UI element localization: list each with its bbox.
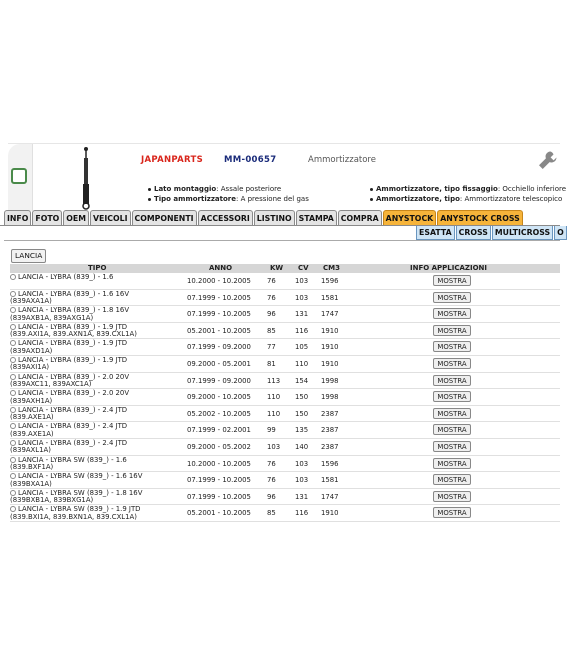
cell-cm3: 1747 xyxy=(321,310,339,319)
mostra-button[interactable]: MOSTRA xyxy=(433,491,471,502)
cell-kw: 85 xyxy=(267,509,276,518)
cell-cv: 140 xyxy=(295,442,309,451)
cell-tipo xyxy=(10,274,188,281)
magnifier-icon[interactable] xyxy=(10,374,16,380)
attributes-left xyxy=(148,184,309,204)
cell-anno: 07.1999 - 10.2005 xyxy=(187,492,251,501)
cell-tipo xyxy=(10,440,188,455)
cell-tipo xyxy=(10,291,188,306)
tab-accessori[interactable]: ACCESSORI xyxy=(198,210,253,226)
cell-cv: 103 xyxy=(295,293,309,302)
engine-codes: (839AXC11, 839AXC1A) xyxy=(10,379,92,388)
mostra-button[interactable]: MOSTRA xyxy=(433,408,471,419)
engine-codes: (839AXI1A) xyxy=(10,363,50,372)
cell-kw: 76 xyxy=(267,277,276,285)
vehicle-name: LANCIA - LYBRA SW (839_) - 1.8 16V xyxy=(18,488,143,497)
mostra-button[interactable]: MOSTRA xyxy=(433,474,471,485)
wrench-icon[interactable] xyxy=(536,148,560,172)
cell-cv: 116 xyxy=(295,509,309,518)
mostra-button[interactable]: MOSTRA xyxy=(433,441,471,452)
cell-kw: 85 xyxy=(267,326,276,335)
main-tabs xyxy=(4,210,524,226)
table-row xyxy=(10,422,560,439)
engine-codes: (839.AXI1A, 839.AXN1A, 839.CXL1A) xyxy=(10,330,137,339)
mostra-button[interactable]: MOSTRA xyxy=(433,391,471,402)
mostra-button[interactable]: MOSTRA xyxy=(433,424,471,435)
mostra-button[interactable]: MOSTRA xyxy=(433,507,471,518)
cell-kw: 76 xyxy=(267,293,276,302)
mostra-button[interactable]: MOSTRA xyxy=(433,308,471,319)
cell-kw: 96 xyxy=(267,310,276,319)
magnifier-icon[interactable] xyxy=(10,307,16,313)
mostra-button[interactable]: MOSTRA xyxy=(433,341,471,352)
magnifier-icon[interactable] xyxy=(10,407,16,413)
cell-cv: 135 xyxy=(295,426,309,435)
engine-codes: (839BXA1A) xyxy=(10,479,52,488)
magnifier-icon[interactable] xyxy=(10,390,16,396)
magnifier-icon[interactable] xyxy=(10,274,16,280)
tab-compra[interactable]: COMPRA xyxy=(338,210,382,226)
magnifier-icon[interactable] xyxy=(10,357,16,363)
table-row xyxy=(10,505,560,522)
vehicle-name: LANCIA - LYBRA (839_) - 2.0 20V xyxy=(18,372,130,381)
select-checkbox[interactable] xyxy=(11,168,27,184)
cell-cv: 110 xyxy=(295,359,309,368)
cell-tipo xyxy=(10,390,188,405)
engine-codes: (839AXB1A, 839AXG1A) xyxy=(10,313,94,322)
vehicle-name: LANCIA - LYBRA (839_) - 1.6 xyxy=(18,273,114,281)
cell-cm3: 1910 xyxy=(321,343,339,352)
vehicle-name: LANCIA - LYBRA (839_) - 2.4 JTD xyxy=(18,422,128,431)
product-header xyxy=(8,143,567,211)
magnifier-icon[interactable] xyxy=(10,457,16,463)
col-anno: ANNO xyxy=(209,264,233,272)
cell-cm3: 1596 xyxy=(321,459,339,468)
vehicle-name: LANCIA - LYBRA (839_) - 2.4 JTD xyxy=(18,438,128,447)
engine-codes: (839AXH1A) xyxy=(10,396,53,405)
cell-cv: 103 xyxy=(295,277,309,285)
engine-codes: (839BXB1A, 839BXG1A) xyxy=(10,496,94,505)
tab-componenti[interactable]: COMPONENTI xyxy=(132,210,197,226)
table-row xyxy=(10,356,560,373)
vehicle-name: LANCIA - LYBRA SW (839_) - 1.9 JTD xyxy=(18,505,141,514)
attributes-right xyxy=(370,184,566,204)
cell-cm3: 1910 xyxy=(321,509,339,518)
cell-tipo xyxy=(10,324,188,339)
mostra-button[interactable]: MOSTRA xyxy=(433,375,471,386)
cell-cv: 116 xyxy=(295,326,309,335)
magnifier-icon[interactable] xyxy=(10,291,16,297)
cell-anno: 05.2001 - 10.2005 xyxy=(187,326,251,335)
cell-anno: 07.1999 - 09.2000 xyxy=(187,343,251,352)
magnifier-icon[interactable] xyxy=(10,423,16,429)
vehicle-name: LANCIA - LYBRA (839_) - 1.8 16V xyxy=(18,306,130,315)
cell-tipo xyxy=(10,307,188,322)
col-cm3: CM3 xyxy=(323,264,340,272)
vehicle-name: LANCIA - LYBRA (839_) - 1.9 JTD xyxy=(18,355,128,364)
cell-tipo xyxy=(10,407,188,422)
table-row xyxy=(10,406,560,423)
cell-kw: 77 xyxy=(267,343,276,352)
cell-kw: 76 xyxy=(267,476,276,485)
cell-tipo xyxy=(10,423,188,438)
mostra-button[interactable]: MOSTRA xyxy=(433,358,471,369)
vehicle-name: LANCIA - LYBRA (839_) - 1.9 JTD xyxy=(18,322,128,331)
cell-cv: 103 xyxy=(295,459,309,468)
engine-codes: (839AXL1A) xyxy=(10,446,51,455)
magnifier-icon[interactable] xyxy=(10,506,16,512)
cell-anno: 09.2000 - 05.2001 xyxy=(187,359,251,368)
cell-anno: 05.2001 - 10.2005 xyxy=(187,509,251,518)
magnifier-icon[interactable] xyxy=(10,440,16,446)
cell-kw: 110 xyxy=(267,393,281,402)
attribute-line: Tipo ammortizzatore: A pressione del gas xyxy=(148,194,309,204)
cell-kw: 76 xyxy=(267,459,276,468)
magnifier-icon[interactable] xyxy=(10,473,16,479)
brand-name: JAPANPARTS xyxy=(141,155,203,165)
brand-filter-button[interactable]: LANCIA xyxy=(11,249,46,263)
tab-anystock[interactable]: ANYSTOCK xyxy=(383,210,437,226)
cell-cm3: 1910 xyxy=(321,326,339,335)
subtab-cross[interactable]: CROSS xyxy=(456,226,491,240)
cell-cm3: 1910 xyxy=(321,359,339,368)
sub-tabs xyxy=(416,226,568,240)
cell-kw: 81 xyxy=(267,359,276,368)
cell-kw: 110 xyxy=(267,409,281,418)
cell-tipo xyxy=(10,506,188,521)
cell-cv: 150 xyxy=(295,393,309,402)
cell-kw: 113 xyxy=(267,376,281,385)
cell-cv: 154 xyxy=(295,376,309,385)
magnifier-icon[interactable] xyxy=(10,340,16,346)
attribute-line: Lato montaggio: Assale posteriore xyxy=(148,184,309,194)
cell-kw: 96 xyxy=(267,492,276,501)
engine-codes: (839.AXE1A) xyxy=(10,429,54,438)
mostra-button[interactable]: MOSTRA xyxy=(433,325,471,336)
table-row xyxy=(10,373,560,390)
cell-tipo xyxy=(10,374,188,389)
vehicle-name: LANCIA - LYBRA (839_) - 2.4 JTD xyxy=(18,405,128,414)
engine-codes: (839.BXI1A, 839.BXN1A, 839.CXL1A) xyxy=(10,512,137,521)
table-row xyxy=(10,323,560,340)
table-row xyxy=(10,456,560,473)
mostra-button[interactable]: MOSTRA xyxy=(433,292,471,303)
cell-anno: 05.2002 - 10.2005 xyxy=(187,409,251,418)
cell-cv: 131 xyxy=(295,310,309,319)
mostra-button[interactable]: MOSTRA xyxy=(433,458,471,469)
cell-anno: 07.1999 - 02.2001 xyxy=(187,426,251,435)
vehicle-name: LANCIA - LYBRA (839_) - 1.6 16V xyxy=(18,289,130,298)
engine-codes: (839.AXE1A) xyxy=(10,413,54,422)
cell-cm3: 1747 xyxy=(321,492,339,501)
cell-kw: 103 xyxy=(267,442,281,451)
part-code: MM-00657 xyxy=(224,155,277,165)
cell-anno: 07.1999 - 10.2005 xyxy=(187,476,251,485)
vehicle-name: LANCIA - LYBRA (839_) - 2.0 20V xyxy=(18,389,130,398)
table-row xyxy=(10,339,560,356)
cell-cm3: 1581 xyxy=(321,476,339,485)
part-category: Ammortizzatore xyxy=(308,155,376,165)
tab-veicoli[interactable]: VEICOLI xyxy=(90,210,130,226)
cell-cm3: 2387 xyxy=(321,442,339,451)
cell-cm3: 2387 xyxy=(321,409,339,418)
cell-cm3: 1581 xyxy=(321,293,339,302)
table-row xyxy=(10,389,560,406)
cell-anno: 07.1999 - 10.2005 xyxy=(187,293,251,302)
cell-cm3: 1596 xyxy=(321,277,339,285)
subtab-overflow[interactable]: O xyxy=(554,226,567,240)
cell-cv: 103 xyxy=(295,476,309,485)
mostra-button[interactable]: MOSTRA xyxy=(433,275,471,286)
vehicle-name: LANCIA - LYBRA SW (839_) - 1.6 16V xyxy=(18,472,143,481)
attribute-line: Ammortizzatore, tipo: Ammortizzatore telescopico xyxy=(370,194,566,204)
cell-tipo xyxy=(10,490,188,505)
table-row xyxy=(10,472,560,489)
engine-codes: (839AXD1A) xyxy=(10,346,53,355)
cell-anno: 09.2000 - 05.2002 xyxy=(187,442,251,451)
magnifier-icon[interactable] xyxy=(10,324,16,330)
table-header xyxy=(10,264,560,273)
table-row xyxy=(10,290,560,307)
tab-oem[interactable]: OEM xyxy=(63,210,89,226)
cell-cv: 131 xyxy=(295,492,309,501)
cell-cv: 150 xyxy=(295,409,309,418)
shock-absorber-image xyxy=(48,146,118,210)
header-side-panel xyxy=(8,144,33,211)
cell-tipo xyxy=(10,340,188,355)
tab-foto[interactable]: FOTO xyxy=(32,210,62,226)
cell-anno: 07.1999 - 10.2005 xyxy=(187,310,251,319)
applications-panel xyxy=(4,240,560,521)
cell-tipo xyxy=(10,457,188,472)
col-cv: CV xyxy=(298,264,309,272)
cell-cv: 105 xyxy=(295,343,309,352)
tab-listino[interactable]: LISTINO xyxy=(254,210,295,226)
tab-stampa[interactable]: STAMPA xyxy=(296,210,337,226)
cell-tipo xyxy=(10,357,188,372)
engine-codes: (839.BXF1A) xyxy=(10,462,54,471)
vehicle-name: LANCIA - LYBRA SW (839_) - 1.6 xyxy=(18,455,127,464)
table-row xyxy=(10,439,560,456)
table-row xyxy=(10,306,560,323)
cell-cm3: 1998 xyxy=(321,376,339,385)
table-row xyxy=(10,273,560,290)
cell-cm3: 2387 xyxy=(321,426,339,435)
cell-anno: 07.1999 - 09.2000 xyxy=(187,376,251,385)
col-kw: KW xyxy=(270,264,284,272)
attribute-line: Ammortizzatore, tipo fissaggio: Occhiello inferiore xyxy=(370,184,566,194)
col-tipo: TIPO xyxy=(88,264,107,272)
cell-anno: 09.2000 - 10.2005 xyxy=(187,393,251,402)
cell-anno: 10.2000 - 10.2005 xyxy=(187,277,251,285)
subtab-esatta[interactable]: ESATTA xyxy=(416,226,455,240)
tab-info[interactable]: INFO xyxy=(4,210,31,226)
col-info: INFO APPLICAZIONI xyxy=(410,264,488,272)
engine-codes: (839AXA1A) xyxy=(10,297,52,305)
table-row xyxy=(10,489,560,506)
table-body xyxy=(10,273,560,522)
cell-cm3: 1998 xyxy=(321,393,339,402)
tab-anystock-cross[interactable]: ANYSTOCK CROSS xyxy=(437,210,522,226)
cell-kw: 99 xyxy=(267,426,276,435)
cell-tipo xyxy=(10,473,188,488)
vehicle-name: LANCIA - LYBRA (839_) - 1.9 JTD xyxy=(18,339,128,348)
magnifier-icon[interactable] xyxy=(10,490,16,496)
cell-anno: 10.2000 - 10.2005 xyxy=(187,459,251,468)
subtab-multicross[interactable]: MULTICROSS xyxy=(492,226,553,240)
